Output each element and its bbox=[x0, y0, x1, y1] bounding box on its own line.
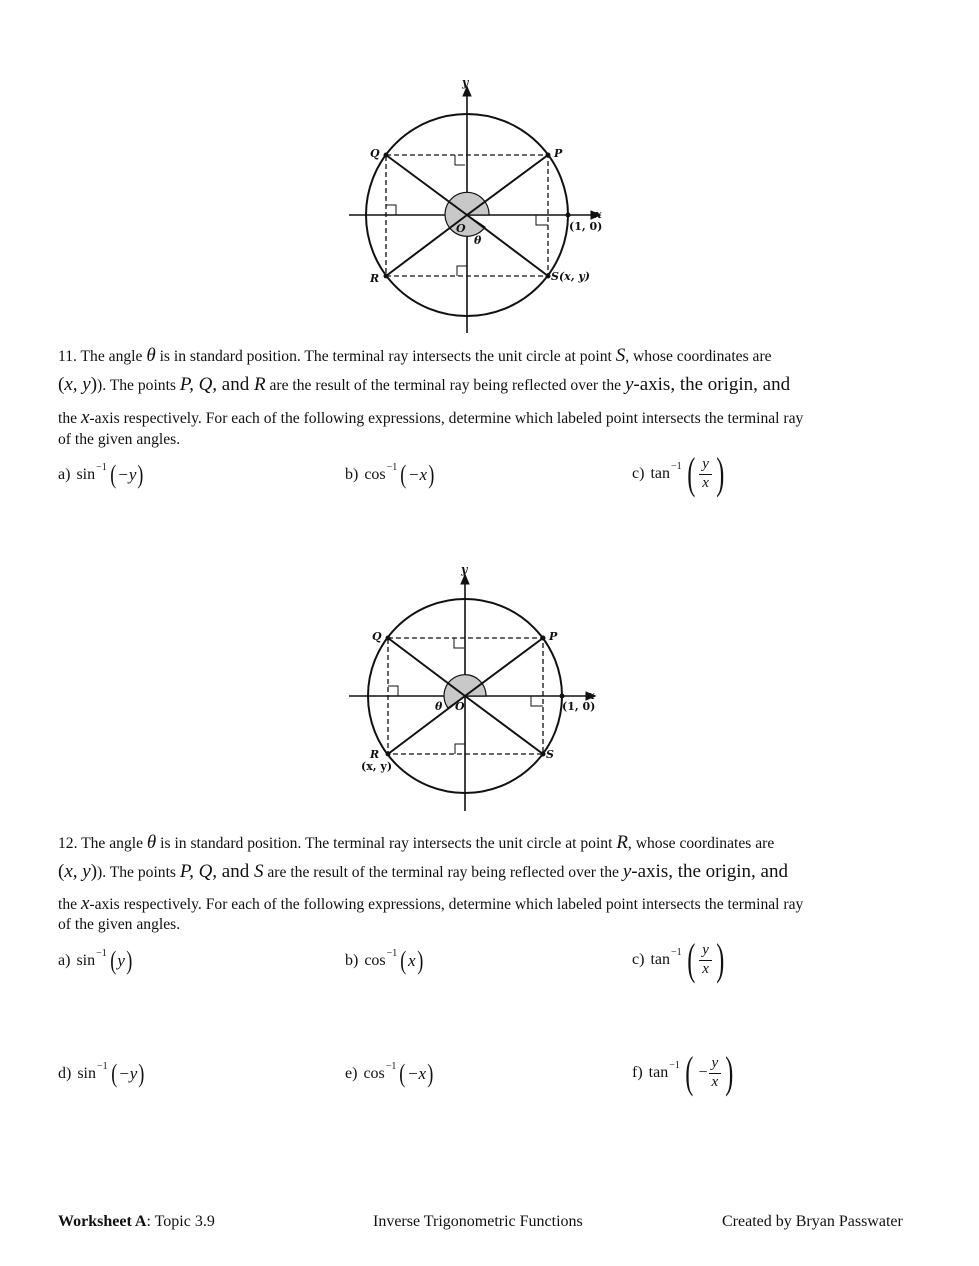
x-axis-label: x bbox=[595, 208, 602, 221]
label-p: P bbox=[554, 147, 563, 160]
problem-12-option-a: a) sin −1 ( y ) bbox=[58, 946, 133, 975]
footer-right: Created by Bryan Passwater bbox=[722, 1213, 903, 1230]
label-unit-point: (1, 0) bbox=[569, 220, 603, 233]
ray-or bbox=[386, 215, 467, 276]
problem-12-option-f: f) tan −1 ( − $\frac{y}{x}$ ) bbox=[632, 1048, 734, 1097]
point-p bbox=[541, 636, 546, 641]
right-angle-mark-left bbox=[388, 686, 398, 696]
label-p: P bbox=[549, 630, 558, 643]
right-angle-mark-right bbox=[536, 215, 548, 225]
point-s bbox=[546, 274, 551, 279]
right-angle-mark-top bbox=[454, 638, 464, 648]
unit-circle-svg-2 bbox=[340, 563, 610, 813]
right-angle-mark-bottom bbox=[455, 744, 465, 754]
footer-center: Inverse Trigonometric Functions bbox=[373, 1213, 583, 1230]
problem-11-line-4: of the given angles. bbox=[58, 431, 181, 448]
problem-11-line-1: 11. The angle θ is in standard position. The terminal ray intersects the unit circle at point S, whose coordinates are bbox=[58, 345, 772, 366]
y-axis-label: y bbox=[462, 76, 469, 89]
unit-circle-figure-2 bbox=[340, 563, 610, 818]
unit-circle-svg-1 bbox=[340, 75, 610, 337]
problem-11-option-c: c) tan −1 ( $\frac{y}{x}$ ) bbox=[632, 449, 725, 498]
ray-or bbox=[388, 696, 465, 754]
point-r bbox=[386, 752, 391, 757]
problem-12-option-b: b) cos −1 ( x ) bbox=[345, 946, 423, 975]
label-theta: θ bbox=[474, 234, 482, 247]
problem-11-line-3: the x-axis respectively. For each of the following expressions, determine which labeled point intersects the terminal ray bbox=[58, 407, 804, 428]
label-origin: O bbox=[455, 700, 465, 713]
point-unit bbox=[560, 694, 565, 699]
problem-11-option-a: a) sin −1 ( −y ) bbox=[58, 460, 144, 489]
problem-11-option-b: b) cos −1 ( −x ) bbox=[345, 460, 435, 489]
problem-12-line-4: of the given angles. bbox=[58, 916, 181, 933]
right-angle-mark-bottom bbox=[457, 266, 467, 276]
point-s bbox=[541, 752, 546, 757]
label-r-coordinates: (x, y) bbox=[361, 760, 393, 773]
footer-left: Worksheet A: Topic 3.9 bbox=[58, 1213, 215, 1230]
point-q bbox=[384, 153, 389, 158]
problem-12-option-c: c) tan −1 ( $\frac{y}{x}$ ) bbox=[632, 935, 725, 984]
ray-oq bbox=[388, 638, 465, 696]
label-unit-point: (1, 0) bbox=[562, 700, 596, 713]
problem-12-option-d: d) sin −1 ( −y ) bbox=[58, 1059, 145, 1088]
label-theta: θ bbox=[435, 700, 443, 713]
ray-op bbox=[465, 638, 543, 696]
point-q bbox=[386, 636, 391, 641]
point-r bbox=[384, 274, 389, 279]
y-axis-label: y bbox=[461, 563, 468, 576]
label-s: S bbox=[546, 748, 554, 761]
problem-12-option-e: e) cos −1 ( −x ) bbox=[345, 1059, 434, 1088]
label-r: R bbox=[370, 748, 380, 761]
right-angle-mark-left bbox=[386, 205, 396, 215]
x-axis-label: x bbox=[588, 689, 595, 702]
label-q: Q bbox=[370, 147, 380, 160]
point-p bbox=[546, 153, 551, 158]
label-r: R bbox=[370, 272, 380, 285]
problem-12-line-3: the x-axis respectively. For each of the following expressions, determine which labeled point intersects the terminal ray bbox=[58, 893, 804, 914]
problem-11-line-2: (x, y)). The points P, Q, and R are the result of the terminal ray being reflected over the y-axis, the origin, and bbox=[58, 374, 791, 395]
right-angle-mark-top bbox=[455, 155, 465, 165]
label-origin: O bbox=[456, 222, 466, 235]
unit-circle-figure-1 bbox=[340, 75, 610, 337]
problem-12-line-1: 12. The angle θ is in standard position. The terminal ray intersects the unit circle at point R, whose coordinates are bbox=[58, 832, 775, 853]
label-s: S(x, y) bbox=[551, 270, 590, 283]
ray-op bbox=[467, 155, 548, 215]
label-q: Q bbox=[372, 630, 382, 643]
problem-12-line-2: (x, y)). The points P, Q, and S are the result of the terminal ray being reflected over the y-axis, the origin, and bbox=[58, 861, 788, 882]
right-angle-mark-right bbox=[531, 696, 543, 706]
point-unit bbox=[566, 213, 571, 218]
